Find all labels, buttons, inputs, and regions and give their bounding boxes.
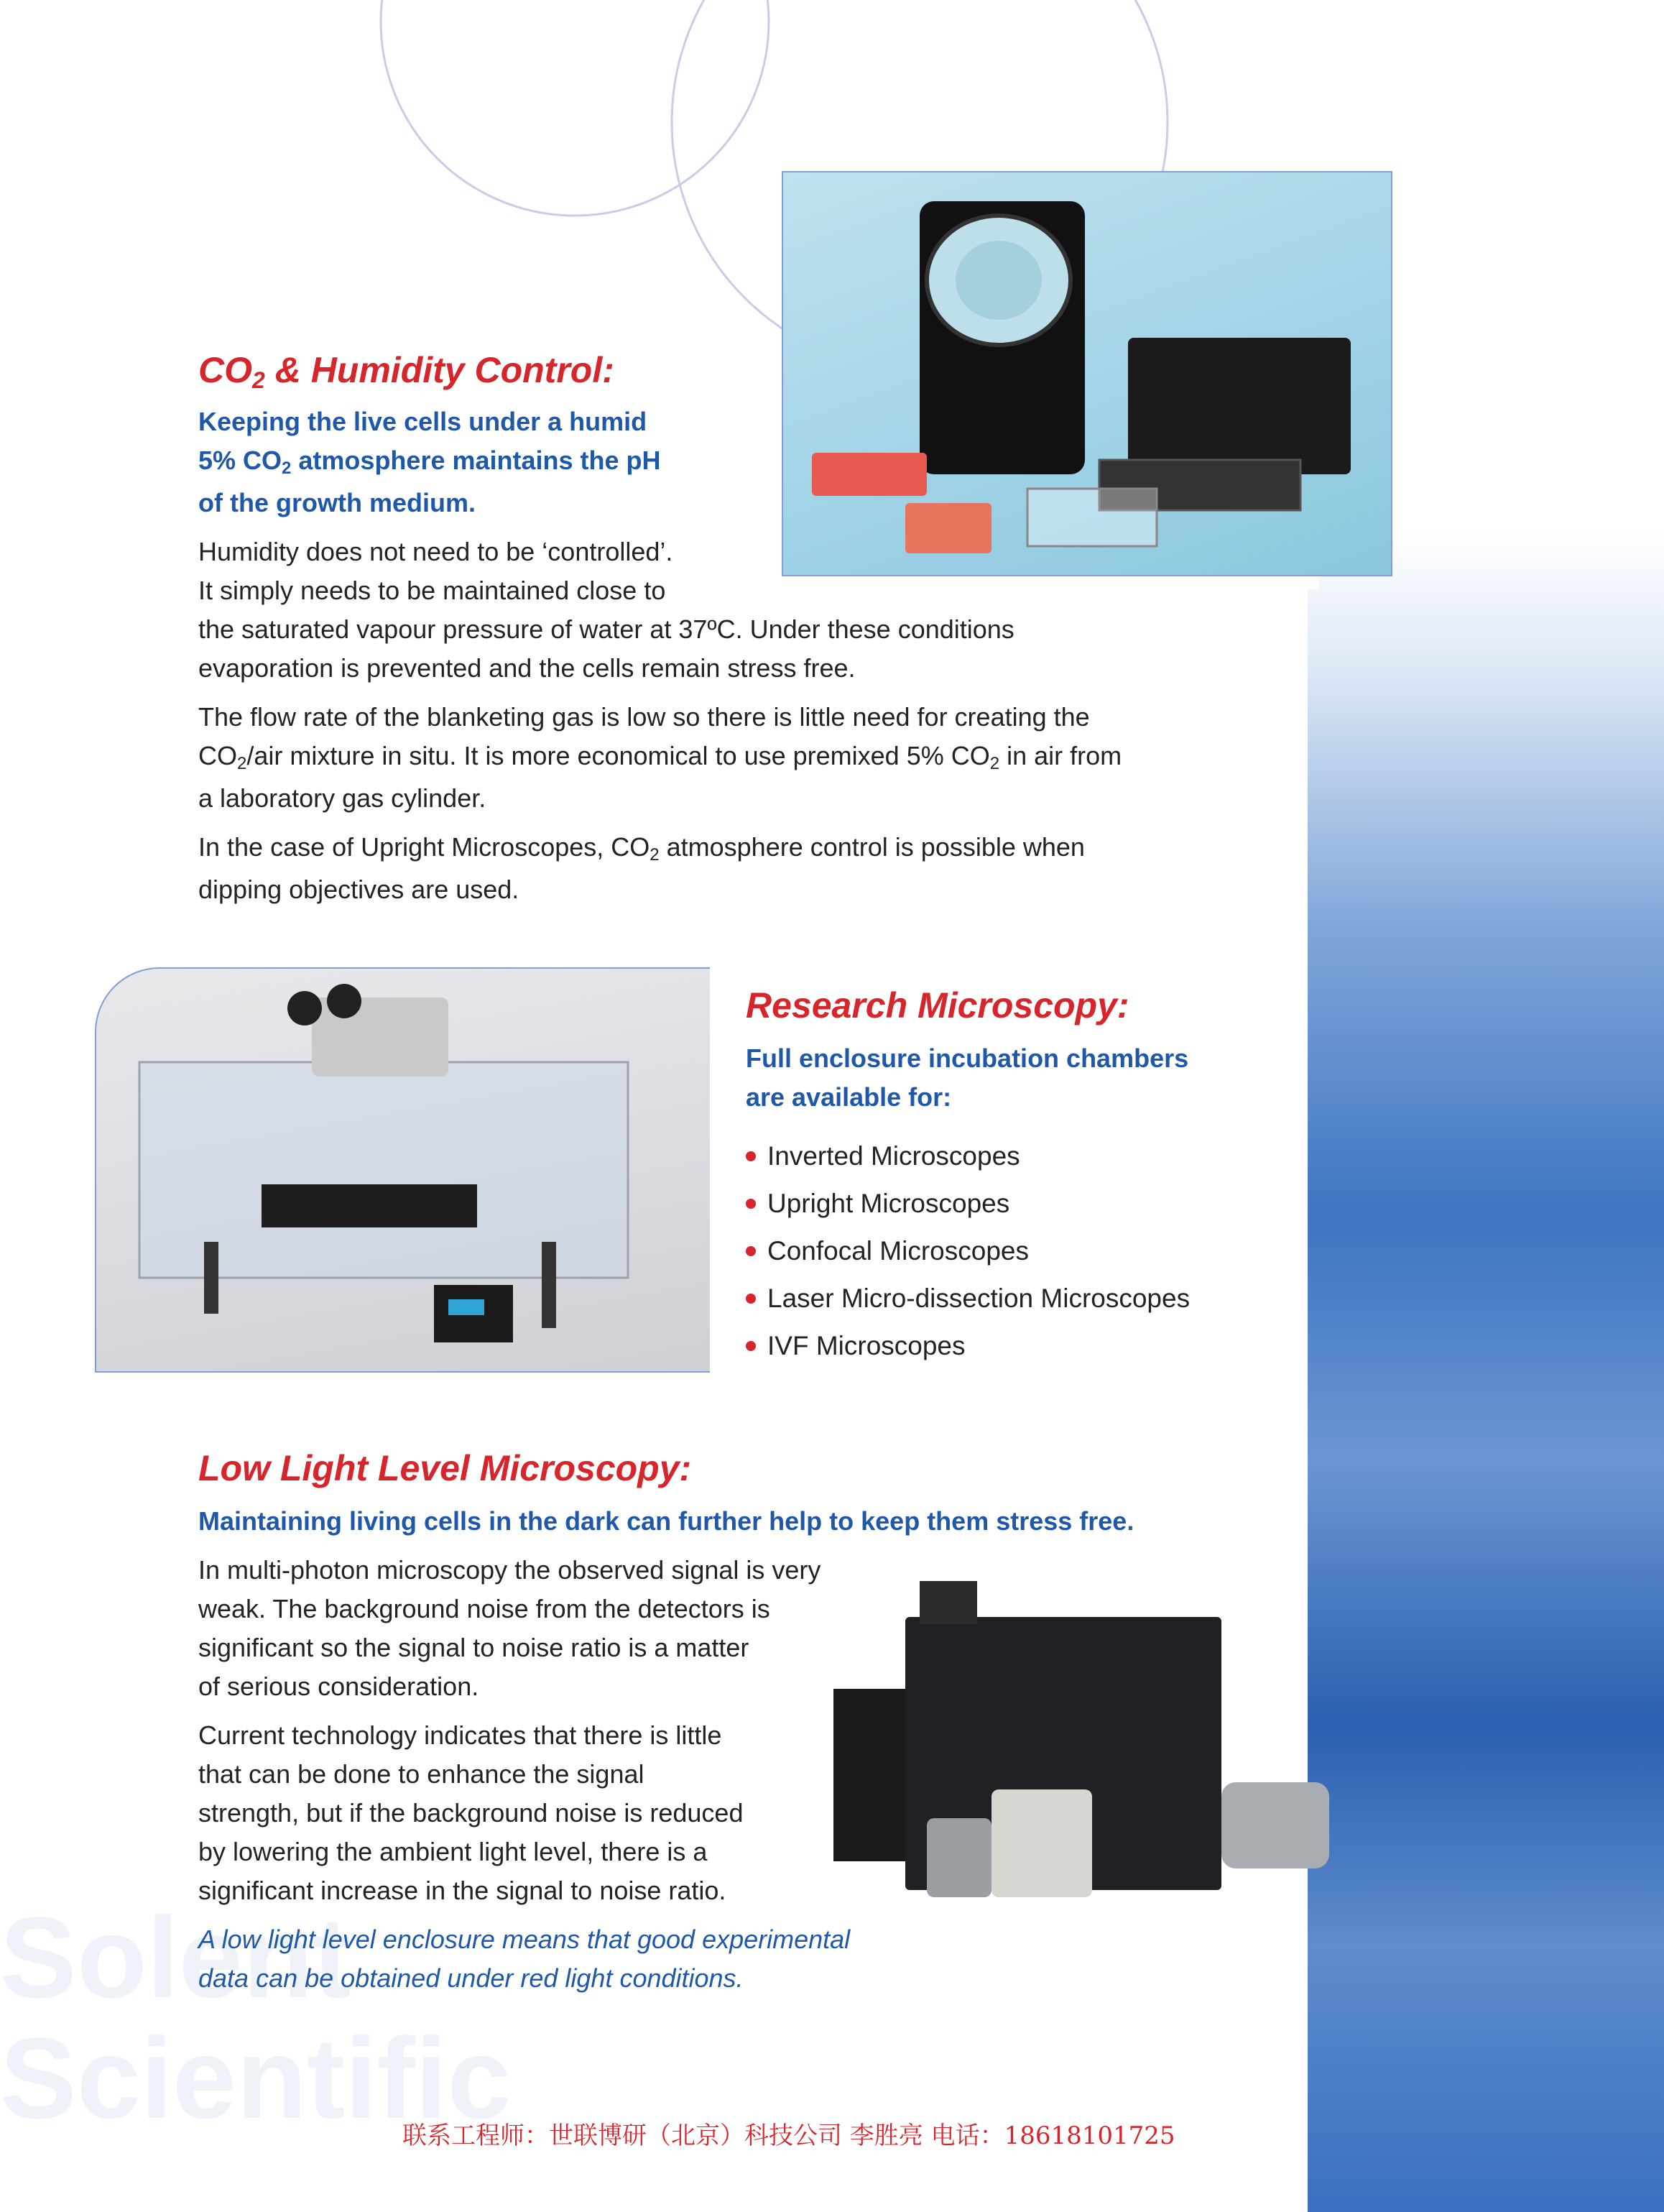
p1-line-1: Humidity does not need to be ‘controlled’.: [198, 537, 673, 566]
list-item-text: Inverted Microscopes: [767, 1141, 1020, 1171]
ll-p2-line-2: that can be done to enhance the signal: [198, 1759, 644, 1789]
microscope-stage: [262, 1184, 477, 1227]
p3-line-1-b: atmosphere control is possible when: [659, 832, 1085, 862]
watermark-line-1: Solent: [0, 1893, 351, 2022]
section-co2-heading: [198, 349, 1319, 391]
ll-p2-line-5: significant increase in the signal to noise ratio.: [198, 1876, 726, 1905]
ll-p1-line-2: weak. The background noise from the detectors is: [198, 1594, 770, 1623]
ll-p1-line-3: significant so the signal to noise ratio is a matter: [198, 1633, 749, 1662]
list-item-text: Upright Microscopes: [767, 1189, 1010, 1218]
lead-line-1: Keeping the live cells under a humid: [198, 407, 647, 436]
section-co2-paragraph-2: [198, 698, 1319, 818]
microscope-enclosure-illustration: [96, 969, 710, 1373]
ll-p2-line-3: strength, but if the background noise is reduced: [198, 1798, 744, 1828]
eyepiece-right: [327, 984, 361, 1018]
p2-line-2-b: /air mixture in situ. It is more economical to use premixed 5% CO: [246, 741, 990, 770]
p2-line-2-sub1: 2: [237, 754, 247, 773]
contact-footer: 联系工程师：世联博研（北京）科技公司 李胜亮 电话：18618101725: [402, 2121, 1175, 2150]
p2-line-2-c: in air from: [999, 741, 1122, 770]
list-item: [746, 1275, 1306, 1322]
p2-line-2-sub2: 2: [989, 754, 1000, 773]
section-research-microscopy: [746, 985, 1306, 1370]
bullet-dot: [746, 1151, 756, 1161]
ll-p3-line-2: data can be obtained under red light conditions.: [198, 1963, 744, 1993]
section-co2-lead: [198, 402, 1319, 522]
controller-display: [448, 1299, 484, 1315]
list-item-text: IVF Microscopes: [767, 1331, 966, 1360]
heading-co2-subscript: 2: [252, 367, 265, 393]
section-research-heading: Research Microscopy:: [746, 985, 1129, 1026]
watermark-line-2: Scientific: [0, 2014, 512, 2142]
list-item: [746, 1133, 1306, 1180]
list-item: [746, 1322, 1306, 1370]
low-light-paragraph-2: [198, 1716, 1319, 1910]
section-co2-paragraph-3: [198, 828, 1319, 909]
section-research-lead: [746, 1039, 1306, 1117]
p1-line-4: evaporation is prevented and the cells remain stress free.: [198, 653, 856, 683]
heading-co2-text: CO: [198, 350, 252, 390]
list-item-text: Confocal Microscopes: [767, 1236, 1029, 1266]
bullet-dot: [746, 1341, 756, 1351]
list-item: [746, 1180, 1306, 1227]
microscope-type-list: [746, 1133, 1306, 1370]
section-low-light-heading: Low Light Level Microscopy:: [198, 1448, 692, 1488]
p1-line-2: It simply needs to be maintained close to: [198, 576, 666, 605]
ll-p2-line-1: Current technology indicates that there is little: [198, 1720, 722, 1750]
p3-line-2: dipping objectives are used.: [198, 875, 519, 904]
low-light-paragraph-1: [198, 1551, 1319, 1706]
enclosure-leg-2: [542, 1242, 556, 1328]
enclosure-leg-1: [204, 1242, 218, 1314]
lead-line-2-sub: 2: [282, 458, 292, 478]
section-co2-paragraph-1: [198, 533, 1319, 688]
p2-line-1: The flow rate of the blanketing gas is low so there is little need for creating the: [198, 702, 1090, 732]
bullet-dot: [746, 1246, 756, 1256]
ll-p2-line-4: by lowering the ambient light level, there is a: [198, 1837, 708, 1866]
eyepiece-left: [287, 991, 322, 1026]
section-low-light: [198, 1447, 1319, 1998]
ll-p1-line-1: In multi-photon microscopy the observed signal is very: [198, 1555, 821, 1585]
list-item: [746, 1227, 1306, 1275]
lead-line-3: of the growth medium.: [198, 488, 476, 517]
ll-p1-line-4: of serious consideration.: [198, 1672, 479, 1701]
list-item-text: Laser Micro-dissection Microscopes: [767, 1284, 1191, 1313]
ll-p3-line-1: A low light level enclosure means that good experimental: [198, 1925, 851, 1954]
p3-line-1-sub: 2: [650, 845, 660, 865]
section-co2-humidity: [198, 349, 1319, 909]
coil-inner: [956, 241, 1042, 320]
deco-circle-left: [381, 0, 769, 216]
p3-line-1-a: In the case of Upright Microscopes, CO: [198, 832, 650, 862]
bullet-dot: [746, 1199, 756, 1209]
research-lead-line-2: are available for:: [746, 1082, 952, 1112]
photo-research-microscope: [95, 967, 710, 1373]
p2-line-2-a: CO: [198, 741, 237, 770]
low-light-paragraph-3: [198, 1920, 1319, 1998]
lead-line-2-a: 5% CO: [198, 446, 282, 475]
section-low-light-lead: Maintaining living cells in the dark can further help to keep them stress free.: [198, 1506, 1134, 1536]
heading-humidity-text: & Humidity Control:: [264, 350, 614, 390]
bullet-dot: [746, 1294, 756, 1304]
lead-line-2: [198, 441, 1319, 484]
research-lead-line-1: Full enclosure incubation chambers: [746, 1043, 1189, 1073]
lead-line-2-b: atmosphere maintains the pH: [291, 446, 661, 475]
p1-line-3: the saturated vapour pressure of water at 37ºC. Under these conditions: [198, 614, 1014, 644]
p2-line-3: a laboratory gas cylinder.: [198, 783, 486, 813]
